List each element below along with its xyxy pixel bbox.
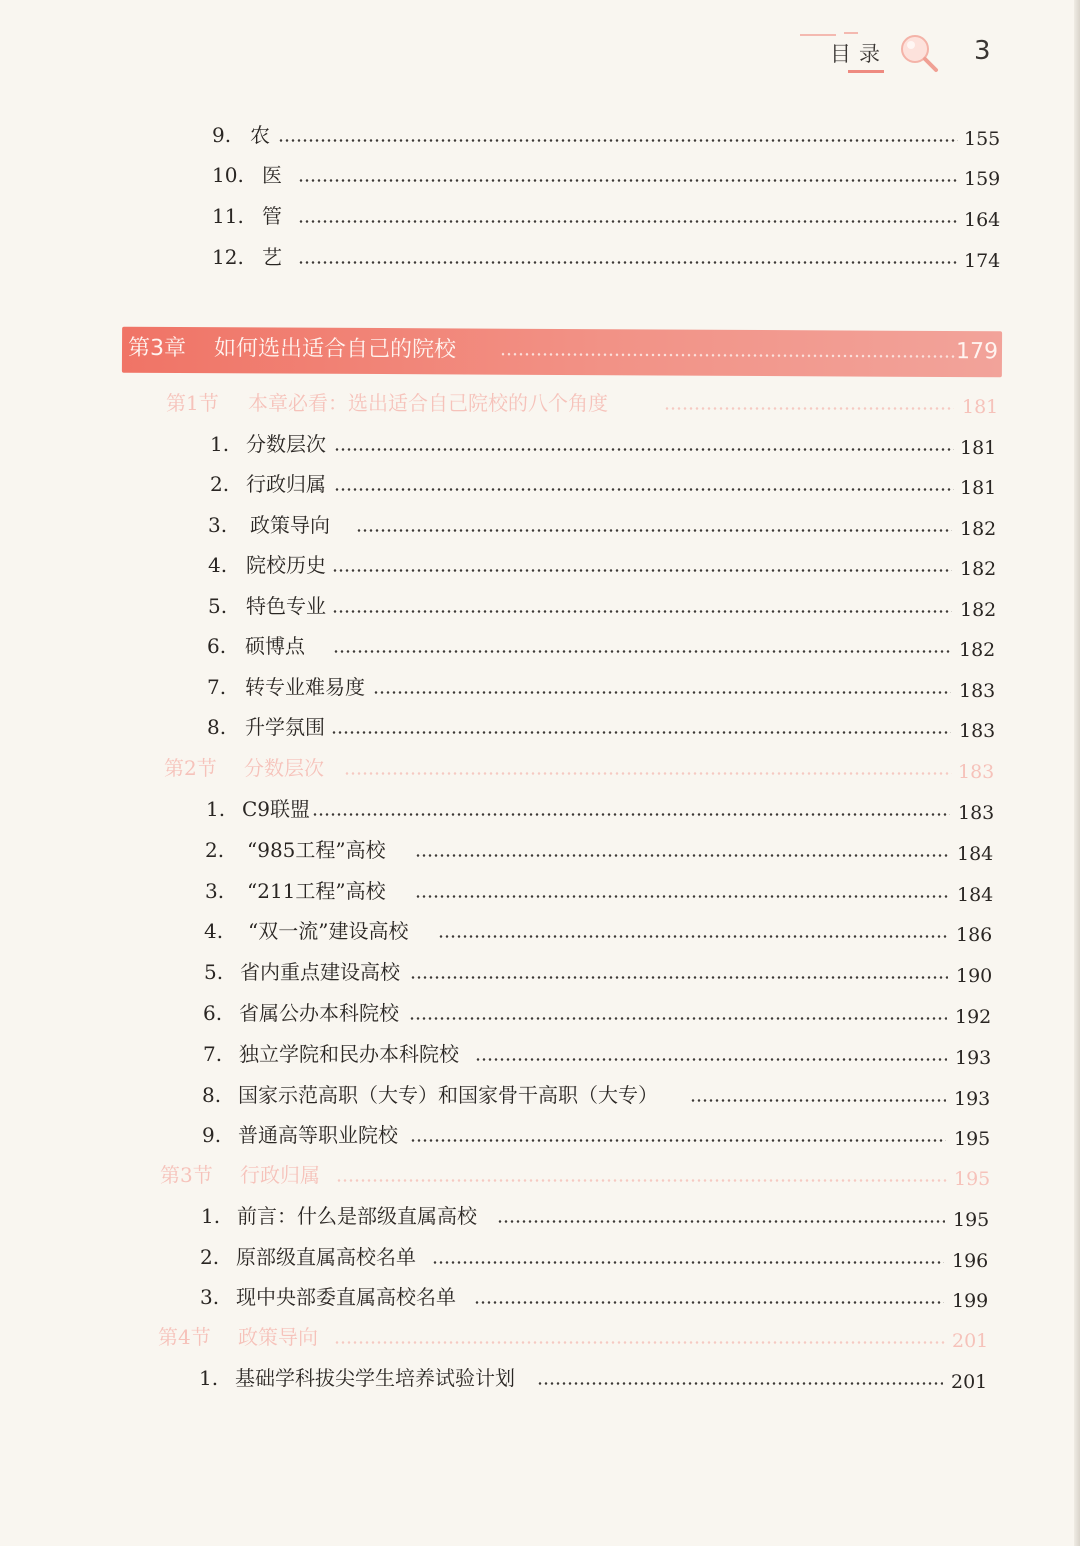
section-page: 195 (954, 1168, 991, 1190)
toc-item-number: 7. (207, 675, 227, 699)
chapter-heading[interactable] (122, 327, 1002, 378)
toc-item-title: 前言：什么是部级直属高校 (237, 1204, 477, 1228)
toc-item-page: 192 (955, 1006, 992, 1028)
toc-item-page: 195 (953, 1209, 990, 1231)
toc-leader-dots (438, 935, 948, 938)
toc-item-title: 原部级直属高校名单 (236, 1245, 416, 1269)
toc-item-number: 2. (210, 472, 230, 496)
toc-item-number: 10. (212, 163, 244, 187)
header-decoration-small (844, 32, 858, 34)
toc-leader-dots (278, 139, 958, 142)
section-leader-dots (334, 1341, 946, 1344)
toc-item-page: 182 (960, 599, 997, 621)
toc-leader-dots (415, 854, 949, 857)
toc-item-page: 183 (959, 720, 996, 742)
toc-item-page: 184 (957, 843, 994, 865)
toc-item[interactable] (201, 1199, 991, 1233)
toc-item[interactable] (202, 1078, 992, 1112)
toc-item-page: 190 (956, 965, 993, 987)
toc-item-number: 2. (205, 838, 225, 862)
toc-item-number: 1. (201, 1204, 221, 1228)
header-title: 目录 (830, 42, 888, 66)
toc-item-page: 184 (957, 884, 994, 906)
toc-item-title: 基础学科拔尖学生培养试验计划 (235, 1366, 515, 1390)
toc-item-title: 管 (262, 204, 282, 228)
toc-item[interactable] (210, 467, 1000, 501)
toc-item-title: “985工程”高校 (247, 838, 386, 862)
toc-item-title: “211工程”高校 (247, 879, 386, 903)
toc-item-page: 174 (964, 250, 1001, 272)
toc-item-number: 6. (203, 1001, 223, 1025)
toc-item-title: 政策导向 (250, 513, 330, 537)
toc-item-number: 6. (207, 634, 227, 658)
toc-item-title: 艺 (262, 245, 282, 269)
toc-leader-dots (410, 1139, 946, 1142)
section-page: 181 (962, 396, 999, 418)
toc-item-page: 193 (954, 1088, 991, 1110)
toc-item[interactable] (212, 240, 1002, 274)
section-leader-dots (336, 1179, 948, 1182)
page-edge-shadow (1074, 0, 1080, 1546)
toc-leader-dots (298, 261, 958, 264)
toc-item-page: 155 (964, 128, 1001, 150)
toc-item-title: 省内重点建设高校 (240, 960, 400, 984)
toc-item-title: 省属公办本科院校 (239, 1001, 399, 1025)
section-heading[interactable] (164, 751, 994, 785)
toc-item[interactable] (212, 199, 1002, 233)
toc-item-number: 1. (199, 1366, 219, 1390)
toc-item[interactable] (200, 1240, 990, 1274)
toc-leader-dots (334, 488, 954, 491)
toc-item-number: 3. (205, 879, 225, 903)
header-decoration (800, 34, 836, 36)
toc-item-title: 硕博点 (245, 634, 305, 658)
toc-item-number: 11. (212, 204, 244, 228)
toc-item-title: 现中央部委直属高校名单 (236, 1285, 456, 1309)
toc-item-title: “双一流”建设高校 (248, 919, 409, 943)
toc-item-title: 国家示范高职（大专）和国家骨干高职（大专） (238, 1083, 658, 1107)
toc-item[interactable] (204, 914, 994, 948)
chapter-page: 179 (955, 339, 999, 365)
page-number: 3 (974, 36, 991, 66)
toc-item-page: 201 (951, 1371, 988, 1393)
toc-item[interactable] (212, 158, 1002, 192)
toc-item-title: 分数层次 (246, 432, 326, 456)
section-heading[interactable] (166, 386, 999, 420)
toc-item[interactable] (207, 710, 997, 744)
toc-leader-dots (333, 650, 951, 653)
toc-item[interactable] (208, 548, 998, 582)
toc-item-number: 9. (202, 1123, 222, 1147)
section-title: 本章必看：选出适合自己院校的八个角度 (248, 391, 608, 415)
toc-item[interactable] (208, 589, 998, 623)
toc-leader-dots (356, 529, 952, 532)
chapter-leader-dots (500, 353, 956, 358)
toc-item[interactable] (203, 996, 993, 1030)
toc-item[interactable] (207, 629, 997, 663)
chapter-title: 如何选出适合自己的院校 (213, 336, 457, 363)
toc-item-number: 12. (212, 245, 244, 269)
toc-item-number: 7. (203, 1042, 223, 1066)
toc-item-number: 8. (207, 715, 227, 739)
section-label: 第1节 (166, 391, 219, 415)
section-page: 201 (952, 1330, 989, 1352)
toc-item-number: 1. (210, 432, 230, 456)
chapter-label: 第3章 (127, 335, 187, 362)
section-label: 第2节 (164, 756, 217, 780)
section-title: 分数层次 (244, 756, 324, 780)
toc-leader-dots (332, 569, 952, 572)
toc-item[interactable] (199, 1361, 989, 1395)
section-label: 第4节 (158, 1325, 211, 1349)
toc-item-number: 9. (212, 123, 232, 147)
toc-item-page: 183 (958, 802, 995, 824)
toc-item[interactable] (200, 1280, 990, 1314)
toc-item[interactable] (202, 1118, 992, 1152)
toc-item-title: 升学氛围 (245, 715, 325, 739)
toc-item[interactable] (205, 874, 995, 908)
toc-item-page: 182 (960, 558, 997, 580)
toc-leader-dots (332, 610, 952, 613)
toc-leader-dots (298, 179, 958, 182)
toc-item-page: 183 (959, 680, 996, 702)
toc-item-number: 4. (208, 553, 228, 577)
toc-item-number: 2. (200, 1245, 220, 1269)
magnifier-icon (898, 32, 940, 74)
toc-item-page: 181 (960, 437, 997, 459)
toc-item-page: 196 (952, 1250, 989, 1272)
toc-leader-dots (409, 1017, 947, 1020)
toc-item-title: 农 (250, 123, 270, 147)
toc-item-number: 5. (208, 594, 228, 618)
section-page: 183 (958, 761, 995, 783)
section-heading[interactable] (158, 1320, 988, 1354)
toc-item-number: 3. (200, 1285, 220, 1309)
section-heading[interactable] (160, 1158, 990, 1192)
toc-item-title: 行政归属 (246, 472, 326, 496)
toc-item-page: 181 (960, 477, 997, 499)
section-leader-dots (344, 772, 952, 775)
toc-item-number: 4. (204, 919, 224, 943)
toc-item-number: 1. (206, 797, 226, 821)
toc-leader-dots (298, 220, 958, 223)
toc-leader-dots (537, 1382, 943, 1385)
toc-item-number: 8. (202, 1083, 222, 1107)
section-leader-dots (664, 407, 954, 410)
toc-leader-dots (497, 1220, 945, 1223)
toc-item-page: 159 (964, 168, 1001, 190)
toc-leader-dots (331, 731, 951, 734)
toc-item-number: 3. (208, 513, 228, 537)
toc-item-page: 195 (954, 1128, 991, 1150)
toc-item-title: 独立学院和民办本科院校 (239, 1042, 459, 1066)
toc-item[interactable] (212, 118, 1002, 152)
toc-item[interactable] (207, 670, 997, 704)
section-title: 政策导向 (238, 1325, 318, 1349)
toc-item[interactable] (203, 1037, 993, 1071)
toc-leader-dots (410, 976, 948, 979)
toc-item-page: 182 (959, 639, 996, 661)
toc-item-page: 182 (960, 518, 997, 540)
header-underline (848, 70, 884, 73)
toc-item-title: 转专业难易度 (245, 675, 365, 699)
toc-leader-dots (312, 813, 950, 816)
toc-item[interactable] (210, 427, 1000, 461)
section-title: 行政归属 (240, 1163, 320, 1187)
toc-item-page: 193 (955, 1047, 992, 1069)
toc-item-title: 院校历史 (246, 553, 326, 577)
toc-item[interactable] (206, 792, 996, 826)
page-header (790, 22, 1030, 82)
toc-item-page: 199 (952, 1290, 989, 1312)
section-label: 第3节 (160, 1163, 213, 1187)
toc-leader-dots (474, 1301, 944, 1304)
toc-leader-dots (334, 448, 954, 451)
toc-item[interactable] (208, 508, 998, 542)
toc-item-title: C9联盟 (242, 797, 311, 821)
toc-item[interactable] (204, 955, 994, 989)
toc-item-page: 186 (956, 924, 993, 946)
toc-leader-dots (432, 1261, 944, 1264)
toc-leader-dots (475, 1058, 947, 1061)
toc-leader-dots (690, 1099, 946, 1102)
toc-item-page: 164 (964, 209, 1001, 231)
toc-leader-dots (415, 895, 949, 898)
toc-leader-dots (373, 691, 951, 694)
toc-item[interactable] (205, 833, 995, 867)
toc-item-title: 特色专业 (246, 594, 326, 618)
toc-item-title: 普通高等职业院校 (238, 1123, 398, 1147)
toc-item-number: 5. (204, 960, 224, 984)
toc-item-title: 医 (262, 163, 282, 187)
